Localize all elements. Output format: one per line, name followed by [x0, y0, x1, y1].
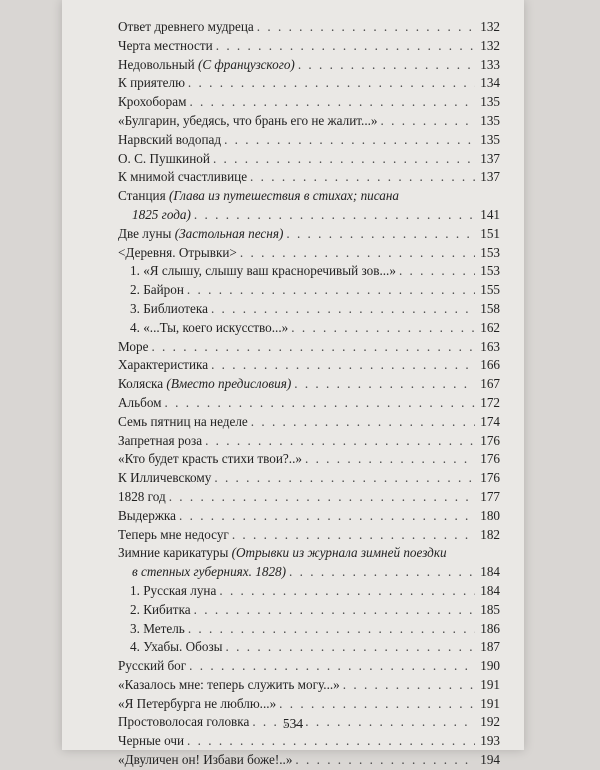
toc-entry: [118, 37, 500, 56]
toc-entry: [118, 112, 500, 131]
toc-entry: [118, 695, 500, 714]
toc-entry-title: [118, 244, 237, 263]
toc-entry-title-text: Теперь мне недосуг: [118, 526, 229, 542]
dot-leader: [194, 601, 475, 620]
toc-entry-title: [130, 300, 208, 319]
dot-leader: [257, 18, 475, 37]
toc-entry-page: 176: [480, 451, 500, 467]
toc-entry: [118, 526, 500, 545]
toc-entry-title: [118, 432, 202, 451]
toc-entry-subtitle: (Вместо предисловия): [166, 376, 292, 392]
page-number: 534: [282, 716, 304, 731]
toc-entry-page: 167: [480, 376, 500, 392]
toc-entry-title: [118, 225, 283, 244]
toc-entry: [118, 150, 500, 169]
dot-leader: [205, 432, 475, 451]
toc-entry-title: [118, 74, 185, 93]
toc-entry-page: 151: [480, 225, 500, 241]
dot-leader: [343, 676, 475, 695]
toc-entry-page: 135: [480, 94, 500, 110]
toc-entry-title: [118, 131, 221, 150]
toc-entry-title: [118, 450, 302, 469]
toc-entry-title: [118, 544, 447, 563]
toc-entry-subtitle-continued: в степных губерниях. 1828): [132, 564, 287, 580]
toc-entry: [118, 469, 500, 488]
dot-leader: [289, 563, 475, 582]
toc-entry: [118, 375, 500, 394]
toc-entry-title: [130, 638, 223, 657]
toc-entry-page: 162: [480, 319, 500, 335]
toc-entry-title: [130, 262, 396, 281]
toc-entry-title: [118, 37, 213, 56]
dot-leader: [250, 168, 475, 187]
dot-leader: [213, 150, 475, 169]
toc-entry-page: 176: [480, 470, 500, 486]
toc-entry-page: 135: [480, 131, 500, 147]
toc-entry: [118, 676, 500, 695]
toc-entry-page: 153: [480, 263, 500, 279]
toc-entry-page: 135: [480, 112, 500, 128]
toc-entry-page: 153: [480, 244, 500, 260]
toc-entry-title-text: «Булгарин, убедясь, что брань его не жалит...»: [118, 112, 378, 128]
toc-entry-page: 186: [480, 620, 500, 636]
toc-entry-title: [118, 356, 208, 375]
toc-entry-title-text: Станция: [118, 188, 169, 204]
dot-leader: [187, 281, 475, 300]
toc-entry-title-text: «Кто будет красть стихи твои?..»: [118, 451, 302, 467]
toc-entry: [118, 544, 500, 582]
toc-entry: [118, 244, 500, 263]
toc-entry-title-text: К приятелю: [118, 75, 185, 91]
dot-leader: [188, 620, 475, 639]
toc-entry-title: [118, 187, 399, 206]
toc-entry-title-text: Русский бог: [118, 658, 187, 674]
toc-entry-title: [130, 281, 184, 300]
toc-entry-title-text: Море: [118, 338, 149, 354]
toc-entry-title-text: Ответ древнего мудреца: [118, 19, 254, 34]
toc-entry-page: 137: [480, 150, 500, 166]
toc-entry-title-text: 4. Ухабы. Обозы: [130, 639, 223, 655]
toc-entry-title-text: 2. Байрон: [130, 282, 184, 298]
toc-entry-subtitle: (Глава из путешествия в стихах; писана: [168, 188, 400, 204]
toc-entry-page: 191: [480, 695, 500, 711]
toc-entry: [118, 582, 500, 601]
toc-entry-title: [118, 732, 184, 751]
dot-leader: [189, 657, 475, 676]
dot-leader: [179, 507, 475, 526]
toc-entry: [118, 300, 500, 319]
dot-leader: [214, 469, 475, 488]
dot-leader: [305, 450, 475, 469]
dot-leader: [295, 751, 475, 770]
dot-leader: [187, 732, 475, 751]
toc-entry: [118, 225, 500, 244]
toc-entry-page: 137: [480, 169, 500, 185]
toc-entry-title-text: «Казалось мне: теперь служить могу...»: [118, 676, 340, 692]
dot-leader: [251, 413, 475, 432]
toc-entry-page: 184: [480, 564, 500, 580]
toc-entry-page: 141: [480, 206, 500, 222]
toc-entry-title-text: Альбом: [118, 394, 162, 410]
toc-entry: [118, 732, 500, 751]
toc-entry-title: [118, 488, 166, 507]
toc-entry: [118, 18, 500, 37]
toc-entry: [118, 187, 500, 225]
toc-entry-page: 193: [480, 733, 500, 749]
dot-leader: [224, 131, 475, 150]
toc-entry: [118, 413, 500, 432]
toc-entry-title-text: Запретная роза: [118, 432, 203, 448]
dot-leader: [232, 526, 475, 545]
toc-entry: [118, 507, 500, 526]
toc-entry-title-text: Недовольный: [118, 56, 198, 72]
dot-leader: [399, 262, 475, 281]
dot-leader: [189, 93, 475, 112]
toc-entry-title: [130, 319, 288, 338]
dot-leader: [279, 695, 475, 714]
toc-entry-title-text: 3. Библиотека: [130, 300, 208, 316]
toc-entry: [118, 638, 500, 657]
toc-entry-title: [130, 582, 216, 601]
toc-entry-subtitle: (Отрывки из журнала зимней поездки: [231, 545, 447, 561]
dot-leader: [165, 394, 475, 413]
dot-leader: [286, 225, 475, 244]
toc-entry-title-text: Черта местности: [118, 37, 213, 53]
toc-entry-title: [118, 56, 295, 75]
dot-leader: [298, 56, 475, 75]
toc-entry: [118, 93, 500, 112]
toc-entry: [118, 394, 500, 413]
toc-entry-page: 187: [480, 639, 500, 655]
toc-entry-page: 132: [480, 19, 500, 34]
toc-entry-title-text: 1. Русская луна: [130, 582, 217, 598]
toc-entry: [118, 338, 500, 357]
toc-entry: [118, 56, 500, 75]
toc-entry: [118, 168, 500, 187]
toc-entry-subtitle: (Застольная песня): [174, 225, 284, 241]
toc-entry-title-text: «Двуличен он! Избави боже!..»: [118, 752, 293, 768]
toc-entry-title-text: О. С. Пушкиной: [118, 150, 210, 166]
dot-leader: [294, 375, 475, 394]
toc-entry-subtitle: (С французского): [197, 56, 295, 72]
toc-entry-page: 166: [480, 357, 500, 373]
toc-entry-title-text: <Деревня. Отрывки>: [118, 244, 237, 260]
dot-leader: [226, 638, 475, 657]
toc-entry-page: 172: [480, 394, 500, 410]
toc-entry: [118, 356, 500, 375]
toc-entry-title-text: «Я Петербурга не люблю...»: [118, 695, 277, 711]
toc-entry-title: [118, 394, 162, 413]
toc-entry-title-text: Выдержка: [118, 507, 176, 523]
toc-entry-title-text: К Илличевскому: [118, 470, 212, 486]
toc-entry: [118, 450, 500, 469]
toc-entry-title: [118, 507, 176, 526]
toc-entry-page: 184: [480, 582, 500, 598]
toc-entry: [118, 488, 500, 507]
dot-leader: [291, 319, 475, 338]
dot-leader: [188, 74, 475, 93]
dot-leader: [219, 582, 475, 601]
toc-entry-title-text: Две луны: [118, 225, 175, 241]
toc-entry-title: [118, 695, 276, 714]
toc-entry-title: [118, 338, 148, 357]
toc-entry-page: 134: [480, 75, 500, 91]
toc-entry-title-text: К мнимой счастливице: [118, 169, 248, 185]
toc-entry: [118, 262, 500, 281]
book-page: [62, 0, 524, 768]
toc-entry-title: [118, 526, 229, 545]
dot-leader: [211, 300, 475, 319]
dot-leader: [211, 356, 475, 375]
toc-entry-title: [118, 676, 340, 695]
toc-entry-title-text: 1. «Я слышу, слышу ваш красноречивый зов...»: [130, 263, 396, 279]
toc-entry-subtitle-continued: 1825 года): [132, 206, 191, 222]
toc-entry-title: [130, 620, 185, 639]
toc-entry-page: 174: [480, 413, 500, 429]
toc-entry-page: 182: [480, 526, 500, 542]
toc-entry-title-text: 3. Метель: [130, 620, 185, 636]
toc-entry-title: [118, 375, 291, 394]
toc-entry-page: 191: [480, 676, 500, 692]
toc-entry-title-text: Зимние карикатуры: [118, 545, 232, 561]
toc-entry-page: 192: [480, 714, 500, 730]
toc-entry: [118, 281, 500, 300]
toc-entry-title-text: Нарвский водопад: [118, 131, 222, 147]
dot-leader: [194, 206, 475, 225]
toc-entry-title-text: 1828 год: [118, 488, 166, 504]
toc-entry-page: 158: [480, 300, 500, 316]
table-of-contents: [118, 18, 500, 770]
toc-entry-title-text: Характеристика: [118, 357, 209, 373]
toc-entry-title: [118, 112, 378, 131]
toc-entry-title: [118, 150, 210, 169]
dot-leader: [169, 488, 475, 507]
toc-entry-title-text: Простоволосая головка: [118, 714, 250, 730]
toc-entry: [118, 74, 500, 93]
toc-entry-page: 177: [480, 488, 500, 504]
toc-entry-title-text: Коляска: [118, 376, 167, 392]
toc-entry-title: [118, 751, 292, 770]
toc-entry-page: 180: [480, 507, 500, 523]
toc-entry-page: 185: [480, 601, 500, 617]
dot-leader: [381, 112, 475, 131]
toc-entry: [118, 620, 500, 639]
toc-entry: [118, 131, 500, 150]
toc-entry-title: [130, 601, 191, 620]
toc-entry-page: 133: [480, 56, 500, 72]
toc-entry-page: 132: [480, 37, 500, 53]
dot-leader: [151, 338, 475, 357]
toc-entry-title: [118, 413, 248, 432]
toc-entry: [118, 432, 500, 451]
toc-entry-page: 194: [480, 752, 500, 768]
toc-entry: [118, 657, 500, 676]
toc-entry-title: [118, 657, 186, 676]
toc-entry-title: [118, 168, 247, 187]
toc-entry-title-text: Черные очи: [118, 733, 185, 749]
dot-leader: [216, 37, 475, 56]
dot-leader: [240, 244, 475, 263]
toc-entry-page: 163: [480, 338, 500, 354]
toc-entry-title: [118, 469, 211, 488]
toc-entry: [118, 319, 500, 338]
toc-entry-title: [118, 93, 186, 112]
toc-entry-title-text: 4. «...Ты, коего искусство...»: [130, 319, 289, 335]
toc-entry-page: 190: [480, 658, 500, 674]
toc-entry-title-text: Семь пятниц на неделе: [118, 413, 248, 429]
toc-entry-page: 176: [480, 432, 500, 448]
toc-entry: [118, 601, 500, 620]
toc-entry-title-text: 2. Кибитка: [130, 601, 191, 617]
toc-entry-title-text: Крохоборам: [118, 94, 187, 110]
toc-entry-title: [118, 18, 254, 37]
toc-entry-page: 155: [480, 282, 500, 298]
toc-entry: [118, 751, 500, 770]
